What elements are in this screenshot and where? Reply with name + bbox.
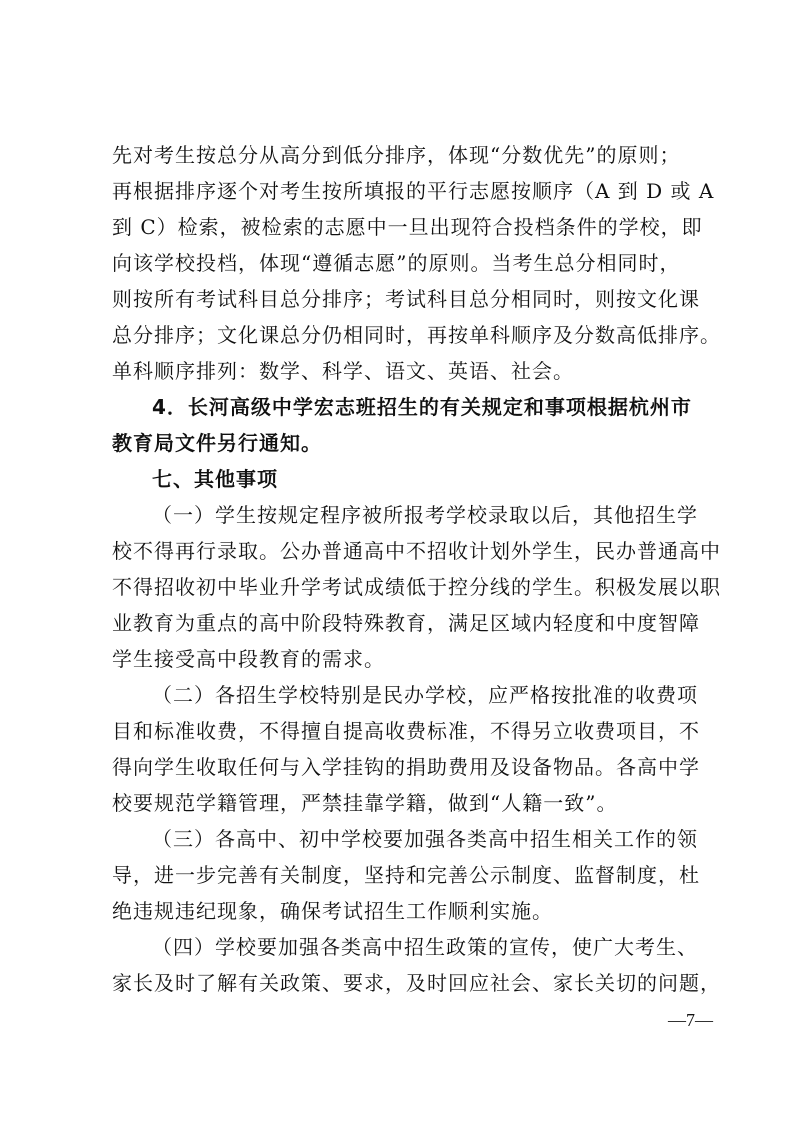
text-line bbox=[112, 317, 721, 353]
text-line bbox=[112, 137, 700, 173]
text-line-content: 业教育为重点的高中阶段特殊教育，满足区域内轻度和中度智障 bbox=[112, 611, 700, 635]
text-line bbox=[112, 605, 700, 641]
text-line-content: 总分排序；文化课总分仍相同时，再按单科顺序及分数高低排序。 bbox=[112, 323, 721, 347]
paragraph-start-line bbox=[112, 497, 700, 533]
text-line-content: 先对考生按总分从高分到低分排序，体现“分数优先”的原则； bbox=[112, 143, 681, 167]
text-line-content: （三）各高中、初中学校要加强各类高中招生相关工作的领 bbox=[152, 827, 698, 851]
text-line-content: 学生接受高中段教育的需求。 bbox=[112, 647, 385, 671]
text-line-content: 则按所有考试科目总分排序；考试科目总分相同时，则按文化课 bbox=[112, 287, 700, 311]
text-line bbox=[112, 281, 700, 317]
text-line bbox=[112, 749, 700, 785]
text-line-content: 不得招收初中毕业升学考试成绩低于控分线的学生。积极发展以职 bbox=[112, 575, 721, 599]
text-line-content: 校不得再行录取。公办普通高中不招收计划外学生，民办普通高中 bbox=[112, 539, 721, 563]
text-line bbox=[112, 353, 700, 389]
text-line-content: 家长及时了解有关政策、要求，及时回应社会、家长关切的问题， bbox=[112, 971, 721, 995]
text-line bbox=[112, 857, 700, 893]
text-line bbox=[112, 245, 700, 281]
paragraph-start-line bbox=[112, 677, 700, 713]
text-line-content: 得向学生收取任何与入学挂钩的捐助费用及设备物品。各高中学 bbox=[112, 755, 700, 779]
text-line bbox=[112, 785, 700, 821]
text-line-content: （四）学校要加强各类高中招生政策的宣传，使广大考生、 bbox=[152, 935, 698, 959]
text-line-content: 七、其他事项 bbox=[152, 467, 278, 491]
text-line bbox=[112, 569, 721, 605]
text-line-content: 4．长河高级中学宏志班招生的有关规定和事项根据杭州市 bbox=[152, 395, 692, 419]
text-line-content: 绝违规违纪现象，确保考试招生工作顺利实施。 bbox=[112, 899, 553, 923]
document-body bbox=[112, 137, 721, 1001]
text-line-content: 导，进一步完善有关制度，坚持和完善公示制度、监督制度，杜 bbox=[112, 863, 700, 887]
text-line-content: 目和标准收费，不得擅自提高收费标准，不得另立收费项目，不 bbox=[112, 719, 700, 743]
text-line bbox=[112, 533, 721, 569]
text-line bbox=[112, 893, 700, 929]
text-line-content: 单科顺序排列：数学、科学、语文、英语、社会。 bbox=[112, 359, 574, 383]
text-line bbox=[112, 965, 721, 1001]
text-line-content: 向该学校投档，体现“遵循志愿”的原则。当考生总分相同时， bbox=[112, 251, 681, 275]
text-line-content: （一）学生按规定程序被所报考学校录取以后，其他招生学 bbox=[152, 503, 698, 527]
text-line bbox=[112, 713, 700, 749]
item-4-heading-line bbox=[112, 389, 700, 425]
text-line-content: 到 C）检索，被检索的志愿中一旦出现符合投档条件的学校，即 bbox=[112, 215, 703, 239]
text-line bbox=[112, 173, 715, 209]
paragraph-start-line bbox=[112, 821, 700, 857]
text-line-content: 再根据排序逐个对考生按所填报的平行志愿按顺序（A 到 D 或 A bbox=[112, 179, 715, 203]
paragraph-start-line bbox=[112, 929, 700, 965]
text-line-content: 教育局文件另行通知。 bbox=[112, 431, 322, 455]
text-line bbox=[112, 209, 703, 245]
page-number: —7— bbox=[668, 1010, 713, 1030]
text-line-content: （二）各招生学校特别是民办学校，应严格按批准的收费项 bbox=[152, 683, 698, 707]
item-4-heading-line bbox=[112, 425, 700, 461]
text-line bbox=[112, 641, 700, 677]
section-heading bbox=[112, 461, 700, 497]
text-line-content: 校要规范学籍管理，严禁挂靠学籍，做到“人籍一致”。 bbox=[112, 791, 618, 815]
